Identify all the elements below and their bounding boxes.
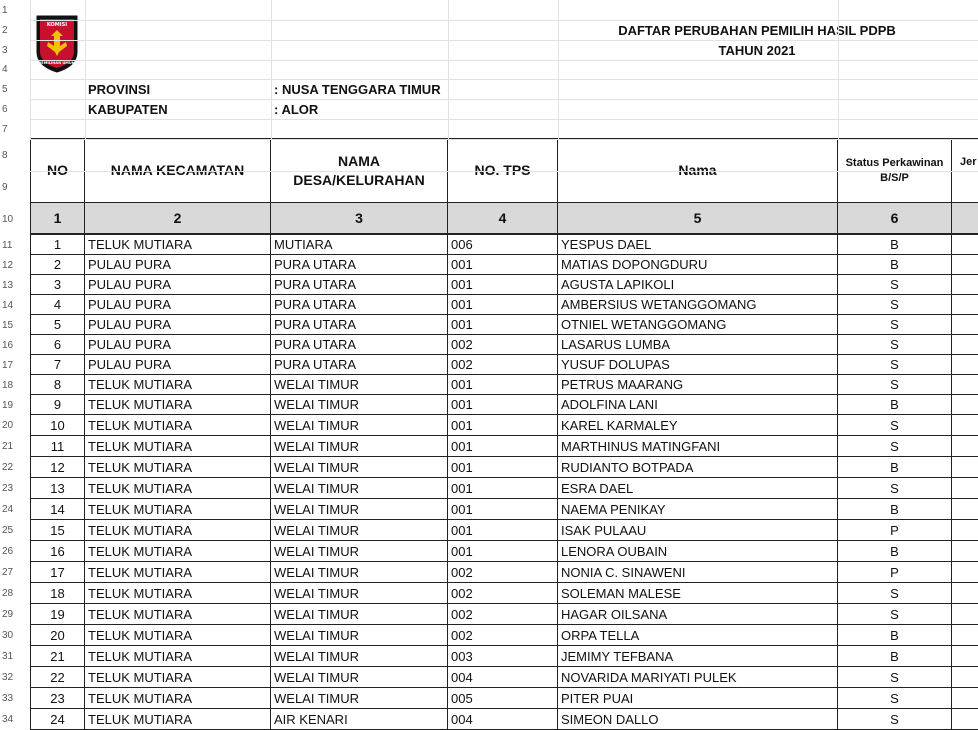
table-cell[interactable]: TELUK MUTIARA <box>85 646 271 667</box>
table-cell-empty[interactable] <box>952 667 978 688</box>
table-cell[interactable]: S <box>838 375 952 395</box>
table-cell[interactable]: WELAI TIMUR <box>271 583 448 604</box>
table-cell[interactable]: 001 <box>448 375 558 395</box>
table-cell[interactable]: S <box>838 667 952 688</box>
table-cell[interactable]: 001 <box>448 275 558 295</box>
table-cell[interactable]: PITER PUAI <box>558 688 838 709</box>
table-cell[interactable]: 23 <box>30 688 85 709</box>
kabupaten-label[interactable]: KABUPATEN <box>88 101 168 117</box>
table-cell[interactable]: PURA UTARA <box>271 255 448 275</box>
row-number[interactable]: 2 <box>0 20 30 40</box>
table-cell[interactable]: PETRUS MAARANG <box>558 375 838 395</box>
table-cell-empty[interactable] <box>952 520 978 541</box>
sheet-subtitle[interactable]: TAHUN 2021 <box>718 42 796 58</box>
table-cell[interactable]: WELAI TIMUR <box>271 375 448 395</box>
table-cell[interactable]: B <box>838 499 952 520</box>
col-header-desa-line1: NAMA <box>338 152 380 169</box>
col-number-cell[interactable]: 2 <box>85 203 271 235</box>
table-cell[interactable]: 002 <box>448 625 558 646</box>
table-cell[interactable]: S <box>838 478 952 499</box>
table-cell[interactable]: ORPA TELLA <box>558 625 838 646</box>
table-cell-empty[interactable] <box>952 478 978 499</box>
table-cell[interactable]: MUTIARA <box>271 235 448 255</box>
table-cell[interactable]: 003 <box>448 646 558 667</box>
table-cell[interactable]: KAREL KARMALEY <box>558 415 838 436</box>
logo-text-top: KOMISI <box>46 22 68 28</box>
table-cell[interactable]: S <box>838 583 952 604</box>
table-cell[interactable]: 10 <box>30 415 85 436</box>
table-cell[interactable]: 22 <box>30 667 85 688</box>
row-number[interactable]: 11 <box>0 235 30 255</box>
table-cell[interactable]: ESRA DAEL <box>558 478 838 499</box>
table-cell[interactable]: 5 <box>30 315 85 335</box>
table-cell-empty[interactable] <box>952 315 978 335</box>
table-cell[interactable]: B <box>838 457 952 478</box>
table-cell[interactable]: S <box>838 415 952 436</box>
row-number[interactable]: 22 <box>0 457 30 478</box>
gridline <box>85 0 86 139</box>
table-cell[interactable]: ISAK PULAAU <box>558 520 838 541</box>
table-cell[interactable]: 002 <box>448 562 558 583</box>
col-header-tps[interactable]: NO. TPS <box>448 139 558 203</box>
col-number-cell[interactable]: 6 <box>838 203 952 235</box>
row-number[interactable]: 5 <box>0 79 30 99</box>
col-number-cell[interactable]: 5 <box>558 203 838 235</box>
gridline <box>30 60 978 61</box>
row-number[interactable]: 18 <box>0 375 30 395</box>
table-cell-empty[interactable] <box>952 335 978 355</box>
table-cell[interactable]: 005 <box>448 688 558 709</box>
row-number[interactable]: 8 <box>0 139 30 171</box>
table-cell-empty[interactable] <box>952 541 978 562</box>
table-cell[interactable]: MATIAS DOPONGDURU <box>558 255 838 275</box>
table-cell[interactable]: PULAU PURA <box>85 335 271 355</box>
table-cell-empty[interactable] <box>952 562 978 583</box>
table-cell[interactable]: TELUK MUTIARA <box>85 436 271 457</box>
table-cell[interactable]: TELUK MUTIARA <box>85 604 271 625</box>
table-cell-empty[interactable] <box>952 688 978 709</box>
col-header-status-line1: Status Perkawinan <box>845 156 944 169</box>
table-cell[interactable]: 8 <box>30 375 85 395</box>
table-cell[interactable]: S <box>838 604 952 625</box>
table-cell[interactable]: 17 <box>30 562 85 583</box>
table-cell[interactable]: 001 <box>448 315 558 335</box>
table-cell[interactable]: SOLEMAN MALESE <box>558 583 838 604</box>
table-cell[interactable]: SIMEON DALLO <box>558 709 838 730</box>
table-cell[interactable]: 004 <box>448 667 558 688</box>
table-cell[interactable]: 3 <box>30 275 85 295</box>
row-number[interactable]: 13 <box>0 275 30 295</box>
table-cell[interactable]: LASARUS LUMBA <box>558 335 838 355</box>
row-number[interactable]: 16 <box>0 335 30 355</box>
table-cell[interactable]: NOVARIDA MARIYATI PULEK <box>558 667 838 688</box>
table-cell-empty[interactable] <box>952 235 978 255</box>
table-cell[interactable]: B <box>838 625 952 646</box>
table-cell[interactable]: TELUK MUTIARA <box>85 478 271 499</box>
gridline <box>30 79 978 80</box>
table-cell-empty[interactable] <box>952 625 978 646</box>
table-cell[interactable]: WELAI TIMUR <box>271 541 448 562</box>
sheet-title[interactable]: DAFTAR PERUBAHAN PEMILIH HASIL PDPB <box>618 22 896 38</box>
table-cell-empty[interactable] <box>952 255 978 275</box>
row-number[interactable]: 23 <box>0 478 30 499</box>
table-cell[interactable]: PULAU PURA <box>85 255 271 275</box>
table-cell[interactable]: WELAI TIMUR <box>271 520 448 541</box>
table-cell[interactable]: TELUK MUTIARA <box>85 457 271 478</box>
table-cell[interactable]: HAGAR OILSANA <box>558 604 838 625</box>
table-cell[interactable]: WELAI TIMUR <box>271 625 448 646</box>
table-cell-empty[interactable] <box>952 275 978 295</box>
row-number[interactable]: 3 <box>0 40 30 60</box>
row-number[interactable]: 26 <box>0 541 30 562</box>
table-cell[interactable]: S <box>838 335 952 355</box>
gridline <box>30 99 978 100</box>
table-cell[interactable]: B <box>838 235 952 255</box>
table-cell[interactable]: S <box>838 436 952 457</box>
table-cell[interactable]: WELAI TIMUR <box>271 646 448 667</box>
table-cell[interactable]: WELAI TIMUR <box>271 457 448 478</box>
table-cell[interactable]: 001 <box>448 415 558 436</box>
table-cell[interactable]: P <box>838 520 952 541</box>
kabupaten-value[interactable]: : ALOR <box>274 101 319 117</box>
table-cell[interactable]: 001 <box>448 520 558 541</box>
gridline <box>30 171 978 172</box>
table-cell[interactable]: 006 <box>448 235 558 255</box>
table-cell[interactable]: 001 <box>448 436 558 457</box>
table-cell[interactable]: B <box>838 255 952 275</box>
row-number[interactable]: 7 <box>0 119 30 139</box>
col-number-cell[interactable]: 3 <box>271 203 448 235</box>
table-cell[interactable]: TELUK MUTIARA <box>85 625 271 646</box>
table-cell[interactable]: WELAI TIMUR <box>271 415 448 436</box>
table-cell[interactable]: WELAI TIMUR <box>271 436 448 457</box>
table-cell[interactable]: TELUK MUTIARA <box>85 583 271 604</box>
row-number[interactable]: 31 <box>0 646 30 667</box>
row-number[interactable]: 32 <box>0 667 30 688</box>
table-cell[interactable]: 12 <box>30 457 85 478</box>
table-cell[interactable]: 19 <box>30 604 85 625</box>
table-cell[interactable]: 4 <box>30 295 85 315</box>
row-number[interactable]: 24 <box>0 499 30 520</box>
row-number[interactable]: 27 <box>0 562 30 583</box>
table-cell[interactable]: NAEMA PENIKAY <box>558 499 838 520</box>
provinsi-value[interactable]: : NUSA TENGGARA TIMUR <box>274 81 441 97</box>
table-cell[interactable]: 002 <box>448 335 558 355</box>
row-number[interactable]: 4 <box>0 60 30 79</box>
table-cell[interactable]: 21 <box>30 646 85 667</box>
row-number[interactable]: 28 <box>0 583 30 604</box>
table-cell[interactable]: TELUK MUTIARA <box>85 667 271 688</box>
table-cell[interactable]: 001 <box>448 457 558 478</box>
table-cell[interactable]: 15 <box>30 520 85 541</box>
table-cell[interactable]: PULAU PURA <box>85 275 271 295</box>
row-number[interactable]: 14 <box>0 295 30 315</box>
table-cell[interactable]: 001 <box>448 395 558 415</box>
gridline <box>558 0 559 139</box>
table-cell[interactable]: PURA UTARA <box>271 335 448 355</box>
table-cell[interactable]: 6 <box>30 335 85 355</box>
table-cell[interactable]: 001 <box>448 541 558 562</box>
table-cell[interactable]: S <box>838 275 952 295</box>
row-number[interactable]: 15 <box>0 315 30 335</box>
provinsi-label[interactable]: PROVINSI <box>88 81 151 97</box>
table-cell[interactable]: B <box>838 541 952 562</box>
table-cell-empty[interactable] <box>952 395 978 415</box>
table-cell[interactable]: 16 <box>30 541 85 562</box>
table-cell[interactable]: B <box>838 646 952 667</box>
row-number[interactable]: 30 <box>0 625 30 646</box>
table-cell[interactable]: TELUK MUTIARA <box>85 235 271 255</box>
row-number[interactable]: 34 <box>0 709 30 730</box>
table-cell[interactable]: TELUK MUTIARA <box>85 541 271 562</box>
table-cell[interactable]: PULAU PURA <box>85 295 271 315</box>
table-cell[interactable]: 9 <box>30 395 85 415</box>
col-header-status-line2: B/S/P <box>880 171 909 184</box>
gridline <box>30 40 978 41</box>
row-number[interactable]: 20 <box>0 415 30 436</box>
table-cell-empty[interactable] <box>952 499 978 520</box>
gridline <box>838 0 839 139</box>
row-number[interactable]: 21 <box>0 436 30 457</box>
table-cell[interactable]: 001 <box>448 295 558 315</box>
table-cell-empty[interactable] <box>952 355 978 375</box>
table-cell[interactable]: MARTHINUS MATINGFANI <box>558 436 838 457</box>
table-cell-empty[interactable] <box>952 375 978 395</box>
table-cell[interactable]: B <box>838 395 952 415</box>
table-cell[interactable]: WELAI TIMUR <box>271 499 448 520</box>
col-header-next[interactable]: Jer <box>952 139 978 203</box>
col-number-cell[interactable]: 4 <box>448 203 558 235</box>
gridline <box>271 0 272 139</box>
table-cell[interactable]: WELAI TIMUR <box>271 395 448 415</box>
row-number[interactable]: 19 <box>0 395 30 415</box>
table-cell[interactable]: TELUK MUTIARA <box>85 520 271 541</box>
table-cell[interactable]: WELAI TIMUR <box>271 478 448 499</box>
table-cell[interactable]: 2 <box>30 255 85 275</box>
table-cell[interactable]: S <box>838 709 952 730</box>
table-cell[interactable]: ADOLFINA LANI <box>558 395 838 415</box>
table-cell[interactable]: PULAU PURA <box>85 315 271 335</box>
logo-text-bottom: PEMILIHAN UMUM <box>38 61 76 65</box>
col-header-desa-line2: DESA/KELURAHAN <box>293 171 425 188</box>
table-cell[interactable]: AMBERSIUS WETANGGOMANG <box>558 295 838 315</box>
gridline <box>30 20 978 21</box>
table-cell[interactable]: TELUK MUTIARA <box>85 562 271 583</box>
table-cell[interactable]: PURA UTARA <box>271 355 448 375</box>
table-cell[interactable]: WELAI TIMUR <box>271 688 448 709</box>
table-cell[interactable]: 18 <box>30 583 85 604</box>
table-cell[interactable]: PULAU PURA <box>85 355 271 375</box>
table-cell[interactable]: WELAI TIMUR <box>271 667 448 688</box>
table-cell-empty[interactable] <box>952 415 978 436</box>
table-cell[interactable]: JEMIMY TEFBANA <box>558 646 838 667</box>
row-number[interactable]: 33 <box>0 688 30 709</box>
gridline <box>448 0 449 139</box>
table-cell[interactable]: AGUSTA LAPIKOLI <box>558 275 838 295</box>
row-number[interactable]: 1 <box>0 0 30 20</box>
row-number[interactable]: 12 <box>0 255 30 275</box>
table-cell[interactable]: 002 <box>448 604 558 625</box>
table-cell-empty[interactable] <box>952 436 978 457</box>
table-cell[interactable]: WELAI TIMUR <box>271 604 448 625</box>
table-cell[interactable]: TELUK MUTIARA <box>85 415 271 436</box>
table-cell[interactable]: PURA UTARA <box>271 295 448 315</box>
table-cell[interactable]: 11 <box>30 436 85 457</box>
table-cell[interactable]: NONIA C. SINAWENI <box>558 562 838 583</box>
table-cell[interactable]: 1 <box>30 235 85 255</box>
table-cell[interactable]: 002 <box>448 355 558 375</box>
table-cell[interactable]: RUDIANTO BOTPADA <box>558 457 838 478</box>
table-cell-empty[interactable] <box>952 583 978 604</box>
table-cell[interactable]: 14 <box>30 499 85 520</box>
table-cell[interactable]: S <box>838 295 952 315</box>
table-cell[interactable]: 001 <box>448 499 558 520</box>
table-cell[interactable]: TELUK MUTIARA <box>85 395 271 415</box>
gridline <box>30 139 978 140</box>
table-cell-empty[interactable] <box>952 646 978 667</box>
table-cell[interactable]: TELUK MUTIARA <box>85 499 271 520</box>
table-cell[interactable]: PURA UTARA <box>271 315 448 335</box>
gridline <box>30 0 31 139</box>
table-cell[interactable]: S <box>838 315 952 335</box>
col-header-no[interactable]: NO <box>30 139 85 203</box>
table-cell[interactable]: S <box>838 688 952 709</box>
table-cell[interactable]: 20 <box>30 625 85 646</box>
row-number[interactable]: 17 <box>0 355 30 375</box>
table-cell[interactable]: 001 <box>448 478 558 499</box>
table-cell[interactable]: 13 <box>30 478 85 499</box>
table-cell-empty[interactable] <box>952 457 978 478</box>
table-cell[interactable]: 004 <box>448 709 558 730</box>
row-number[interactable]: 29 <box>0 604 30 625</box>
col-header-nama[interactable]: Nama <box>558 139 838 203</box>
table-cell[interactable]: P <box>838 562 952 583</box>
table-cell[interactable]: LENORA OUBAIN <box>558 541 838 562</box>
table-cell[interactable]: TELUK MUTIARA <box>85 709 271 730</box>
kpu-logo <box>33 12 81 74</box>
table-cell[interactable]: S <box>838 355 952 375</box>
table-cell-empty[interactable] <box>952 604 978 625</box>
row-number[interactable]: 6 <box>0 99 30 119</box>
gridline <box>30 119 978 120</box>
table-cell[interactable]: 24 <box>30 709 85 730</box>
row-number[interactable]: 25 <box>0 520 30 541</box>
table-cell[interactable]: YUSUF DOLUPAS <box>558 355 838 375</box>
col-header-kecamatan[interactable]: NAMA KECAMATAN <box>85 139 271 203</box>
table-cell[interactable]: 7 <box>30 355 85 375</box>
row-number[interactable]: 9 <box>0 171 30 203</box>
table-cell[interactable]: TELUK MUTIARA <box>85 688 271 709</box>
table-cell[interactable]: 001 <box>448 255 558 275</box>
table-cell[interactable]: TELUK MUTIARA <box>85 375 271 395</box>
table-cell[interactable]: WELAI TIMUR <box>271 562 448 583</box>
table-cell[interactable]: PURA UTARA <box>271 275 448 295</box>
col-number-cell[interactable]: 1 <box>30 203 85 235</box>
table-cell[interactable]: OTNIEL WETANGGOMANG <box>558 315 838 335</box>
table-cell[interactable]: AIR KENARI <box>271 709 448 730</box>
table-cell-empty[interactable] <box>952 295 978 315</box>
table-cell[interactable]: 002 <box>448 583 558 604</box>
row-number[interactable]: 10 <box>0 203 30 235</box>
table-cell-empty[interactable] <box>952 709 978 730</box>
col-number-cell-empty[interactable] <box>952 203 978 235</box>
table-cell[interactable]: YESPUS DAEL <box>558 235 838 255</box>
